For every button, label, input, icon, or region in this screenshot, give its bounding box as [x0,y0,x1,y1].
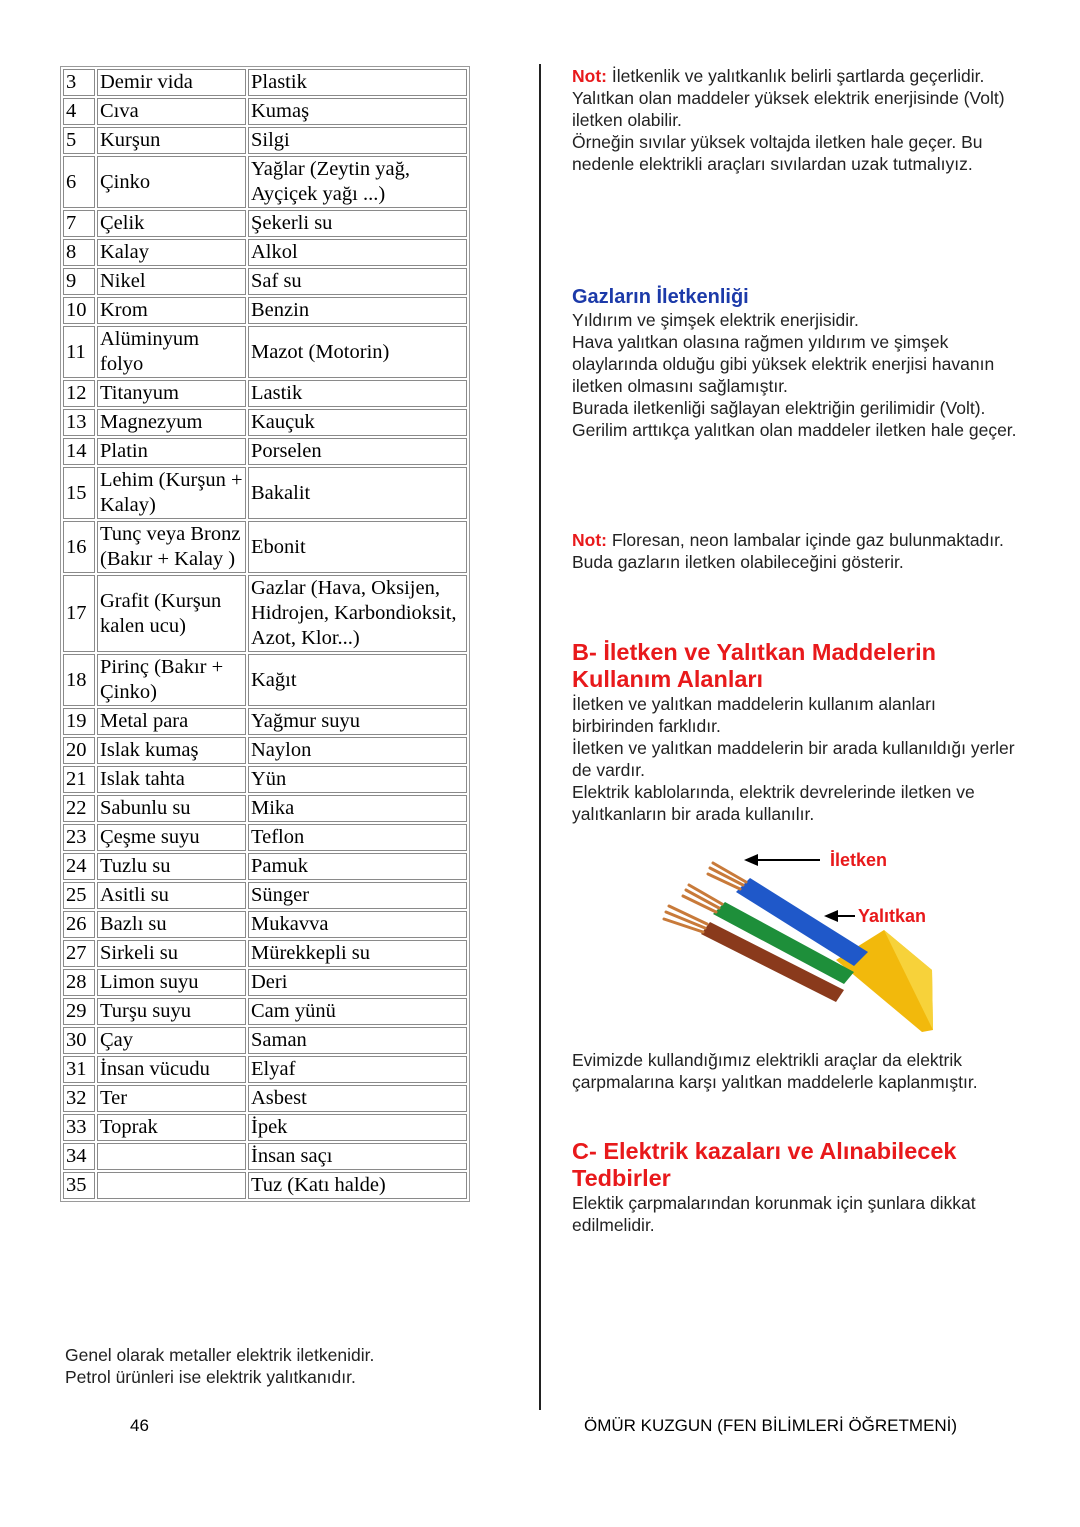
table-row [63,127,467,154]
row-number-cell: 26 [63,911,95,938]
insulator-cell: Mukavva [248,911,467,938]
conductor-cell: Grafit (Kurşun kalen ucu) [97,575,246,652]
gases-paragraph-3: Burada iletkenliği sağlayan elektriğin gerilimidir (Volt). [572,398,986,418]
conductor-cell: Alüminyum folyo [97,326,246,378]
cable-illustration [640,842,970,1034]
table-row [63,1143,467,1170]
row-number-cell: 3 [63,69,95,96]
insulator-cell: Bakalit [248,467,467,519]
table-row [63,326,467,378]
conductor-cell: Sabunlu su [97,795,246,822]
insulator-cell: Saf su [248,268,467,295]
conductor-cell: Lehim (Kurşun + Kalay) [97,467,246,519]
gases-section [572,285,1022,441]
conductor-cell: Turşu suyu [97,998,246,1025]
row-number-cell: 15 [63,467,95,519]
table-row [63,98,467,125]
conductor-arrow-head [744,854,758,866]
row-number-cell: 25 [63,882,95,909]
conductor-cell: Islak tahta [97,766,246,793]
note-line3: Örneğin sıvılar yüksek voltajda iletken hale geçer. Bu nedenle elektrikli araçları sıvılardan uzak tutmalıyız. [572,132,983,174]
insulator-cell: Ebonit [248,521,467,573]
conductor-cell: Krom [97,297,246,324]
conductor-cell: Bazlı su [97,911,246,938]
row-number-cell: 12 [63,380,95,407]
row-number-cell: 32 [63,1085,95,1112]
insulator-cell: Kauçuk [248,409,467,436]
row-number-cell: 33 [63,1114,95,1141]
table-row [63,882,467,909]
insulator-cell: Pamuk [248,853,467,880]
row-number-cell: 16 [63,521,95,573]
conductor-cell: Tuzlu su [97,853,246,880]
table-row [63,380,467,407]
table-row [63,297,467,324]
insulator-cell: Cam yünü [248,998,467,1025]
insulator-cell: Elyaf [248,1056,467,1083]
section-b-paragraph-2: İletken ve yalıtkan maddelerin bir arada kullanıldığı yerler de vardır. [572,738,1015,780]
insulator-cell: Deri [248,969,467,996]
row-number-cell: 34 [63,1143,95,1170]
table-row [63,575,467,652]
row-number-cell: 18 [63,654,95,706]
conductor-cell: Limon suyu [97,969,246,996]
conductor-cell: Çelik [97,210,246,237]
insulator-cell: Yün [248,766,467,793]
insulator-cell: Naylon [248,737,467,764]
conductor-cell: Nikel [97,268,246,295]
table-row [63,1056,467,1083]
conductor-label: İletken [830,850,888,870]
gases-paragraph-2: Hava yalıtkan olasına rağmen yıldırım ve şimşek olaylarında olduğu gibi yüksek elektrik enerjisi havanın iletken olmasını sağlamıştır. [572,332,995,396]
row-number-cell: 10 [63,297,95,324]
insulator-cell: İpek [248,1114,467,1141]
conductor-cell: Magnezyum [97,409,246,436]
row-number-cell: 4 [63,98,95,125]
table-row [63,409,467,436]
row-number-cell: 5 [63,127,95,154]
table-row [63,1114,467,1141]
conductor-cell: Ter [97,1085,246,1112]
note-fluorescent [572,529,1022,573]
table-row [63,1027,467,1054]
insulator-cell: Sünger [248,882,467,909]
insulator-cell: Lastik [248,380,467,407]
note2-label: Not: [572,530,607,550]
gases-heading: Gazların İletkenliği [572,286,749,308]
conductor-cell: Asitli su [97,882,246,909]
table-row [63,69,467,96]
conductor-cell: Sirkeli su [97,940,246,967]
section-b [572,639,1022,825]
table-row [63,737,467,764]
conductor-cell: Kurşun [97,127,246,154]
conductor-cell: Kalay [97,239,246,266]
note-conditions [572,65,1022,175]
insulator-cell: Mika [248,795,467,822]
row-number-cell: 14 [63,438,95,465]
table-row [63,268,467,295]
insulator-cell: Yağmur suyu [248,708,467,735]
table-row [63,521,467,573]
insulator-cell: Porselen [248,438,467,465]
note-text: İletkenlik ve yalıtkanlık belirli şartlarda geçerlidir. [606,66,985,86]
gases-paragraph-4: Gerilim arttıkça yalıtkan olan maddeler iletken hale geçer. [572,420,1017,440]
row-number-cell: 28 [63,969,95,996]
section-c [572,1138,1022,1236]
table-row [63,467,467,519]
table-row [63,940,467,967]
insulator-cell: Saman [248,1027,467,1054]
conductor-cell: Tunç veya Bronz (Bakır + Kalay ) [97,521,246,573]
general-note-line2: Petrol ürünleri ise elektrik yalıtkanıdır. [65,1367,356,1387]
insulator-cell: Teflon [248,824,467,851]
insulator-cell: Kağıt [248,654,467,706]
row-number-cell: 21 [63,766,95,793]
insulator-cell: Gazlar (Hava, Oksijen, Hidrojen, Karbondioksit, Azot, Klor...) [248,575,467,652]
general-note-line1: Genel olarak metaller elektrik iletkenidir. [65,1345,375,1365]
row-number-cell: 8 [63,239,95,266]
section-b-paragraph-1: İletken ve yalıtkan maddelerin kullanım alanları birbirinden farklıdır. [572,694,936,736]
insulator-cell: Tuz (Katı halde) [248,1172,467,1199]
table-row [63,239,467,266]
note2-text: Floresan, neon lambalar içinde gaz bulunmaktadır. Buda gazların iletken olabileceğini gösterir. [572,530,1004,572]
row-number-cell: 27 [63,940,95,967]
row-number-cell: 11 [63,326,95,378]
conductor-cell: Çeşme suyu [97,824,246,851]
insulator-cell: Benzin [248,297,467,324]
conductor-cell [97,1172,246,1199]
conductor-cell: Islak kumaş [97,737,246,764]
table-row [63,998,467,1025]
row-number-cell: 13 [63,409,95,436]
insulator-cell: Mürekkepli su [248,940,467,967]
conductor-cell: Cıva [97,98,246,125]
table-row [63,1085,467,1112]
conductor-cell: Toprak [97,1114,246,1141]
row-number-cell: 30 [63,1027,95,1054]
conductor-cell: İnsan vücudu [97,1056,246,1083]
column-divider [539,64,541,1410]
table-row [63,969,467,996]
table-row [63,156,467,208]
row-number-cell: 24 [63,853,95,880]
table-row [63,911,467,938]
insulator-cell: Şekerli su [248,210,467,237]
insulator-cell: Yağlar (Zeytin yağ, Ayçiçek yağı ...) [248,156,467,208]
row-number-cell: 35 [63,1172,95,1199]
gases-paragraph-1: Yıldırım ve şimşek elektrik enerjisidir. [572,310,859,330]
row-number-cell: 9 [63,268,95,295]
conductor-cell: Platin [97,438,246,465]
row-number-cell: 20 [63,737,95,764]
table-row [63,853,467,880]
footer-author: ÖMÜR KUZGUN (FEN BİLİMLERİ ÖĞRETMENİ) [584,1416,958,1435]
page-number: 46 [130,1416,149,1435]
conductor-cell: Pirinç (Bakır + Çinko) [97,654,246,706]
table-row [63,795,467,822]
table-row [63,210,467,237]
conductor-cell: Çinko [97,156,246,208]
section-b-paragraph-3: Elektrik kablolarında, elektrik devrelerinde iletken ve yalıtkanların bir arada kullanılır. [572,782,975,824]
insulator-cell: Kumaş [248,98,467,125]
conductor-cell: Demir vida [97,69,246,96]
materials-table-wrapper [60,66,470,1202]
row-number-cell: 19 [63,708,95,735]
home-appliances-paragraph [572,1049,1022,1093]
insulator-label: Yalıtkan [858,906,927,926]
insulator-cell: Asbest [248,1085,467,1112]
row-number-cell: 7 [63,210,95,237]
home-appliances-text: Evimizde kullandığımız elektrikli araçlar da elektrik çarpmalarına karşı yalıtkan maddelerle kaplanmıştır. [572,1050,978,1092]
row-number-cell: 23 [63,824,95,851]
conductor-cell: Titanyum [97,380,246,407]
general-note [65,1344,485,1388]
note-line2: Yalıtkan olan maddeler yüksek elektrik enerjisinde (Volt) iletken olabilir. [572,88,1005,130]
insulator-arrow-head [824,910,838,922]
insulator-cell: Alkol [248,239,467,266]
table-row [63,654,467,706]
section-b-heading: B- İletken ve Yalıtkan Maddelerin Kullanım Alanları [572,639,936,692]
row-number-cell: 31 [63,1056,95,1083]
conductor-cell: Metal para [97,708,246,735]
section-c-paragraph-1: Elektik çarpmalarından korunmak için şunlara dikkat edilmelidir. [572,1193,976,1235]
table-row [63,708,467,735]
insulator-cell: Plastik [248,69,467,96]
table-row [63,824,467,851]
row-number-cell: 22 [63,795,95,822]
table-body [63,69,467,1199]
insulator-cell: İnsan saçı [248,1143,467,1170]
row-number-cell: 29 [63,998,95,1025]
conductor-cell [97,1143,246,1170]
insulator-cell: Silgi [248,127,467,154]
conductor-cell: Çay [97,1027,246,1054]
section-c-heading: C- Elektrik kazaları ve Alınabilecek Tedbirler [572,1138,957,1191]
table-row [63,1172,467,1199]
table-row [63,766,467,793]
note-label: Not: [572,66,607,86]
insulator-cell: Mazot (Motorin) [248,326,467,378]
row-number-cell: 17 [63,575,95,652]
conductor-insulator-table [60,66,470,1202]
table-row [63,438,467,465]
row-number-cell: 6 [63,156,95,208]
